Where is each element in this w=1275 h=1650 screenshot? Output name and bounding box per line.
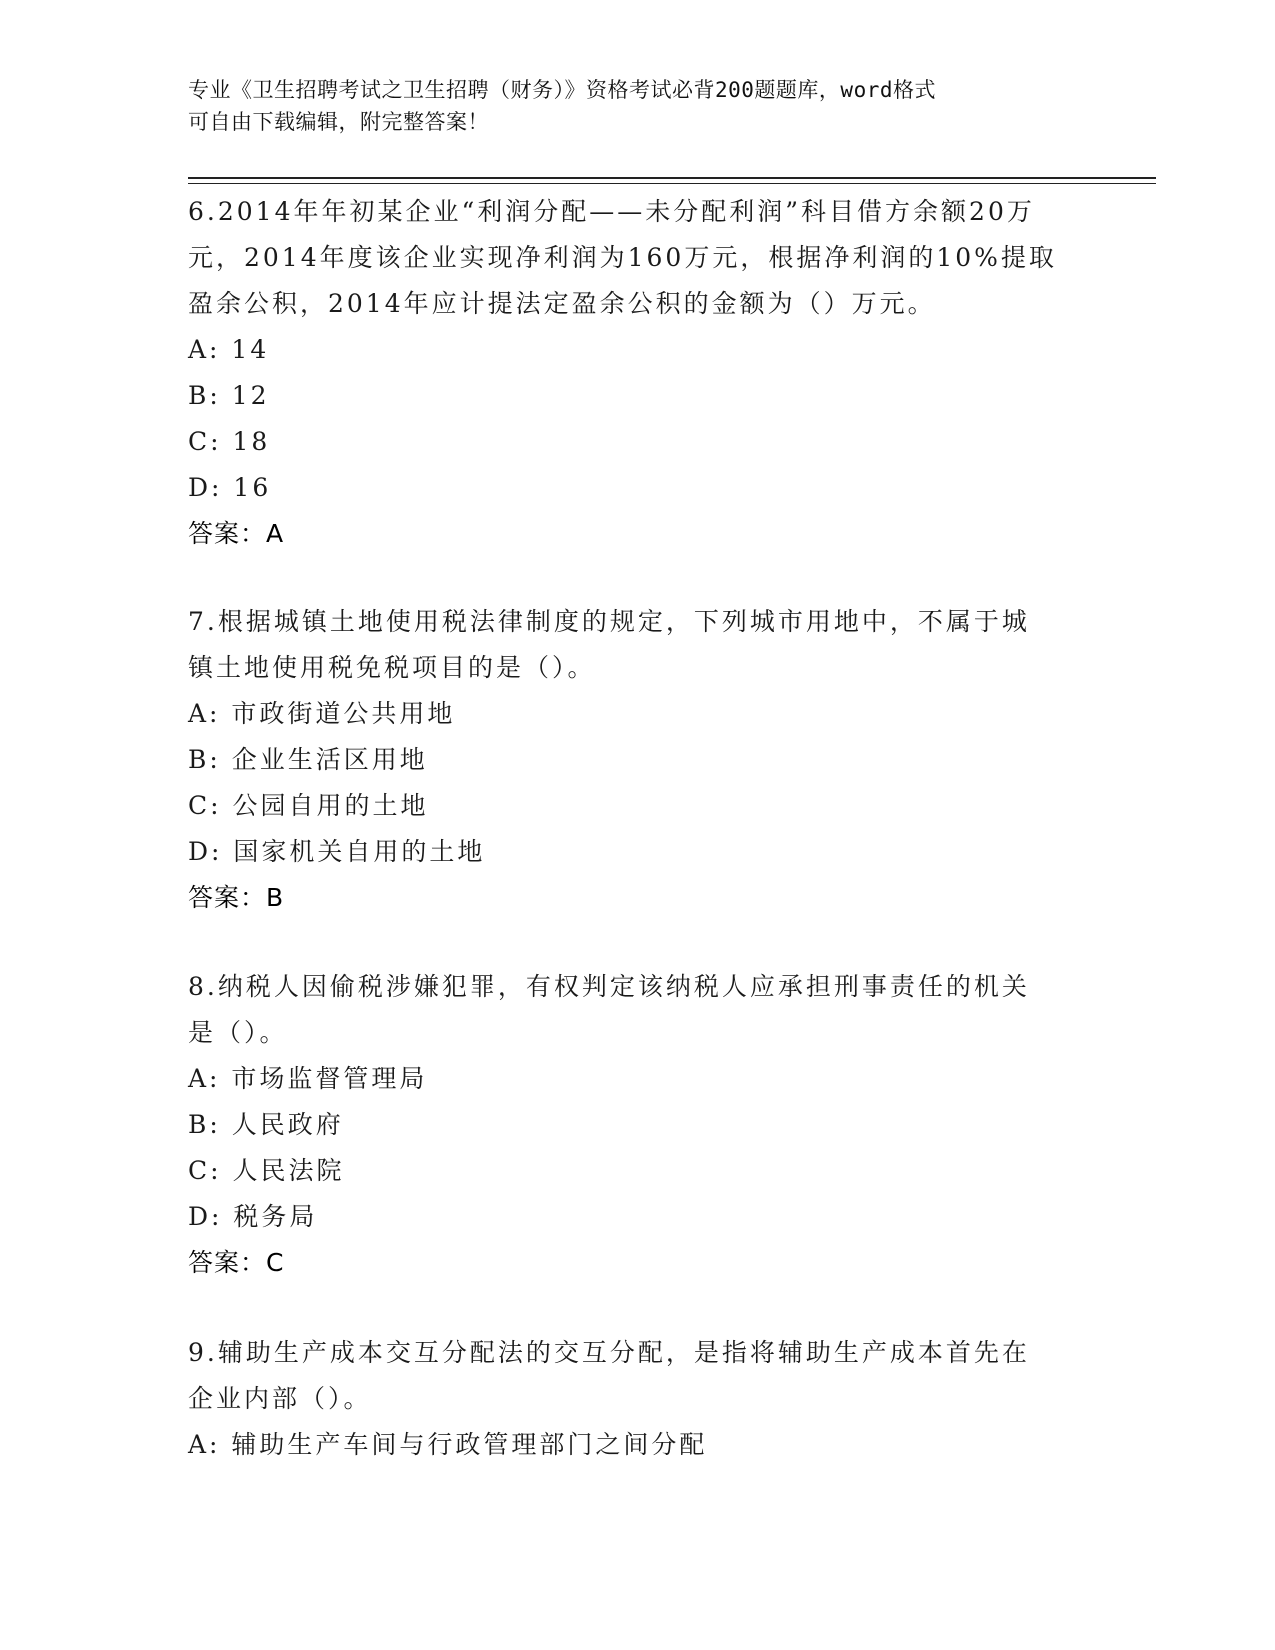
question-6 xyxy=(188,189,1068,557)
option-d: D: 国家机关自用的土地 xyxy=(188,837,486,866)
option-b: B: 12 xyxy=(188,381,270,410)
question-7 xyxy=(188,599,1068,921)
question-stem-line: 6.2014年年初某企业“利润分配——未分配利润”科目借方余额20万 xyxy=(188,197,1035,226)
question-stem-line: 镇土地使用税免税项目的是（）。 xyxy=(188,653,596,682)
answer-label: 答案：A xyxy=(188,519,285,548)
question-stem-line: 9.辅助生产成本交互分配法的交互分配，是指将辅助生产成本首先在 xyxy=(188,1338,1030,1367)
question-stem-line: 盈余公积，2014年应计提法定盈余公积的金额为（）万元。 xyxy=(188,289,936,318)
option-a: A: 辅助生产车间与行政管理部门之间分配 xyxy=(188,1430,708,1459)
header-divider-thin xyxy=(188,183,1156,184)
header-divider-thick xyxy=(188,177,1156,179)
header-line-2: 可自由下载编辑，附完整答案！ xyxy=(188,110,489,134)
option-d: D: 16 xyxy=(188,473,272,502)
document-header xyxy=(188,74,1068,138)
question-9 xyxy=(188,1330,1068,1468)
option-a: A: 14 xyxy=(188,335,270,364)
question-stem-line: 是（）。 xyxy=(188,1018,288,1047)
option-b: B: 企业生活区用地 xyxy=(188,745,428,774)
option-b: B: 人民政府 xyxy=(188,1110,344,1139)
question-stem-line: 8.纳税人因偷税涉嫌犯罪，有权判定该纳税人应承担刑事责任的机关 xyxy=(188,972,1030,1001)
option-c: C: 公园自用的土地 xyxy=(188,791,429,820)
question-stem-line: 7.根据城镇土地使用税法律制度的规定，下列城市用地中，不属于城 xyxy=(188,607,1030,636)
option-c: C: 人民法院 xyxy=(188,1156,345,1185)
option-c: C: 18 xyxy=(188,427,271,456)
question-8 xyxy=(188,964,1068,1286)
header-line-1: 专业《卫生招聘考试之卫生招聘（财务）》资格考试必背200题题库，word格式 xyxy=(188,78,936,102)
question-stem-line: 元，2014年度该企业实现净利润为160万元，根据净利润的10%提取 xyxy=(188,243,1057,272)
answer-label: 答案：B xyxy=(188,883,285,912)
option-a: A: 市场监督管理局 xyxy=(188,1064,428,1093)
question-stem-line: 企业内部（）。 xyxy=(188,1384,372,1413)
option-d: D: 税务局 xyxy=(188,1202,318,1231)
option-a: A: 市政街道公共用地 xyxy=(188,699,456,728)
answer-label: 答案：C xyxy=(188,1248,285,1277)
